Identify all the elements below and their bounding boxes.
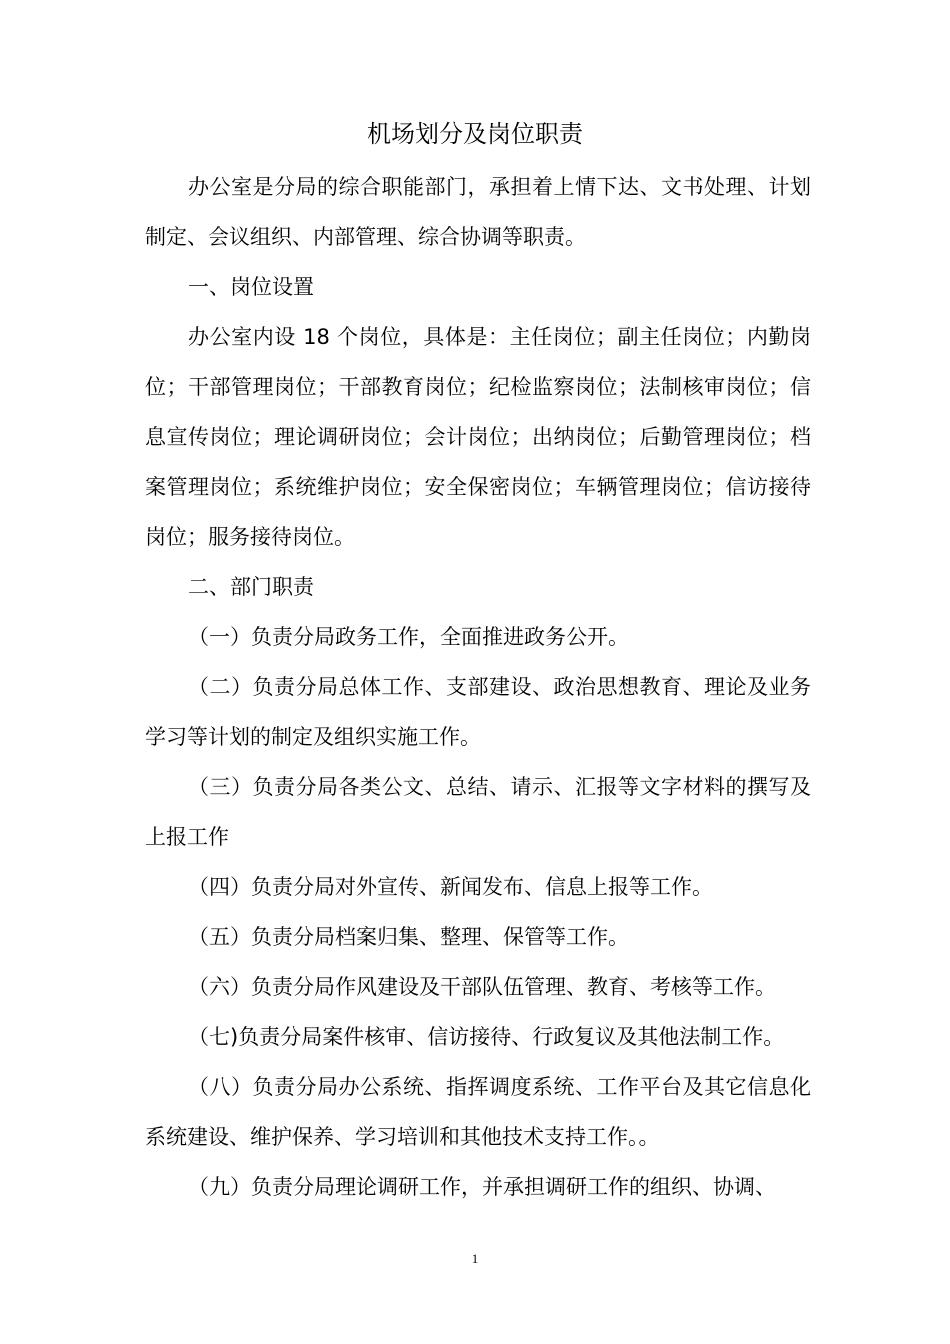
page-number: 1 xyxy=(471,1251,479,1266)
intro-paragraph: 办公室是分局的综合职能部门，承担着上情下达、文书处理、计划制定、会议组织、内部管理、综合协调等职责。 xyxy=(145,175,811,249)
duty-item-8: （八）负责分局办公系统、指挥调度系统、工作平台及其它信息化系统建设、维护保养、学习培训和其他技术支持工作。。 xyxy=(145,1075,811,1149)
duty-item-1: （一）负责分局政务工作，全面推进政务公开。 xyxy=(188,625,629,649)
section-heading-duties: 二、部门职责 xyxy=(188,575,314,599)
duty-item-6: （六）负责分局作风建设及干部队伍管理、教育、考核等工作。 xyxy=(188,975,776,999)
duty-item-9: （九）负责分局理论调研工作，并承担调研工作的组织、协调、 xyxy=(188,1175,776,1199)
positions-paragraph: 办公室内设 18 个岗位，具体是：主任岗位；副主任岗位；内勤岗位；干部管理岗位；干部教育岗位；纪检监察岗位；法制核审岗位；信息宣传岗位；理论调研岗位；会计岗位；出纳岗位；后勤管理岗位；档案管理岗位；系统维护岗位；安全保密岗位；车辆管理岗位；信访接待岗位；服务接待岗位。 xyxy=(145,325,811,549)
section-heading-positions: 一、岗位设置 xyxy=(188,275,314,299)
document-title: 机场划分及岗位职责 xyxy=(367,120,583,148)
duty-item-5: （五）负责分局档案归集、整理、保管等工作。 xyxy=(188,925,629,949)
duty-item-2: （二）负责分局总体工作、支部建设、政治思想教育、理论及业务学习等计划的制定及组织实施工作。 xyxy=(145,675,811,749)
duty-item-7: （七)负责分局案件核审、信访接待、行政复议及其他法制工作。 xyxy=(188,1025,785,1049)
document-body xyxy=(145,162,811,1212)
duty-item-4: （四）负责分局对外宣传、新闻发布、信息上报等工作。 xyxy=(188,875,713,899)
duty-item-3: （三）负责分局各类公文、总结、请示、汇报等文字材料的撰写及上报工作 xyxy=(145,775,811,849)
